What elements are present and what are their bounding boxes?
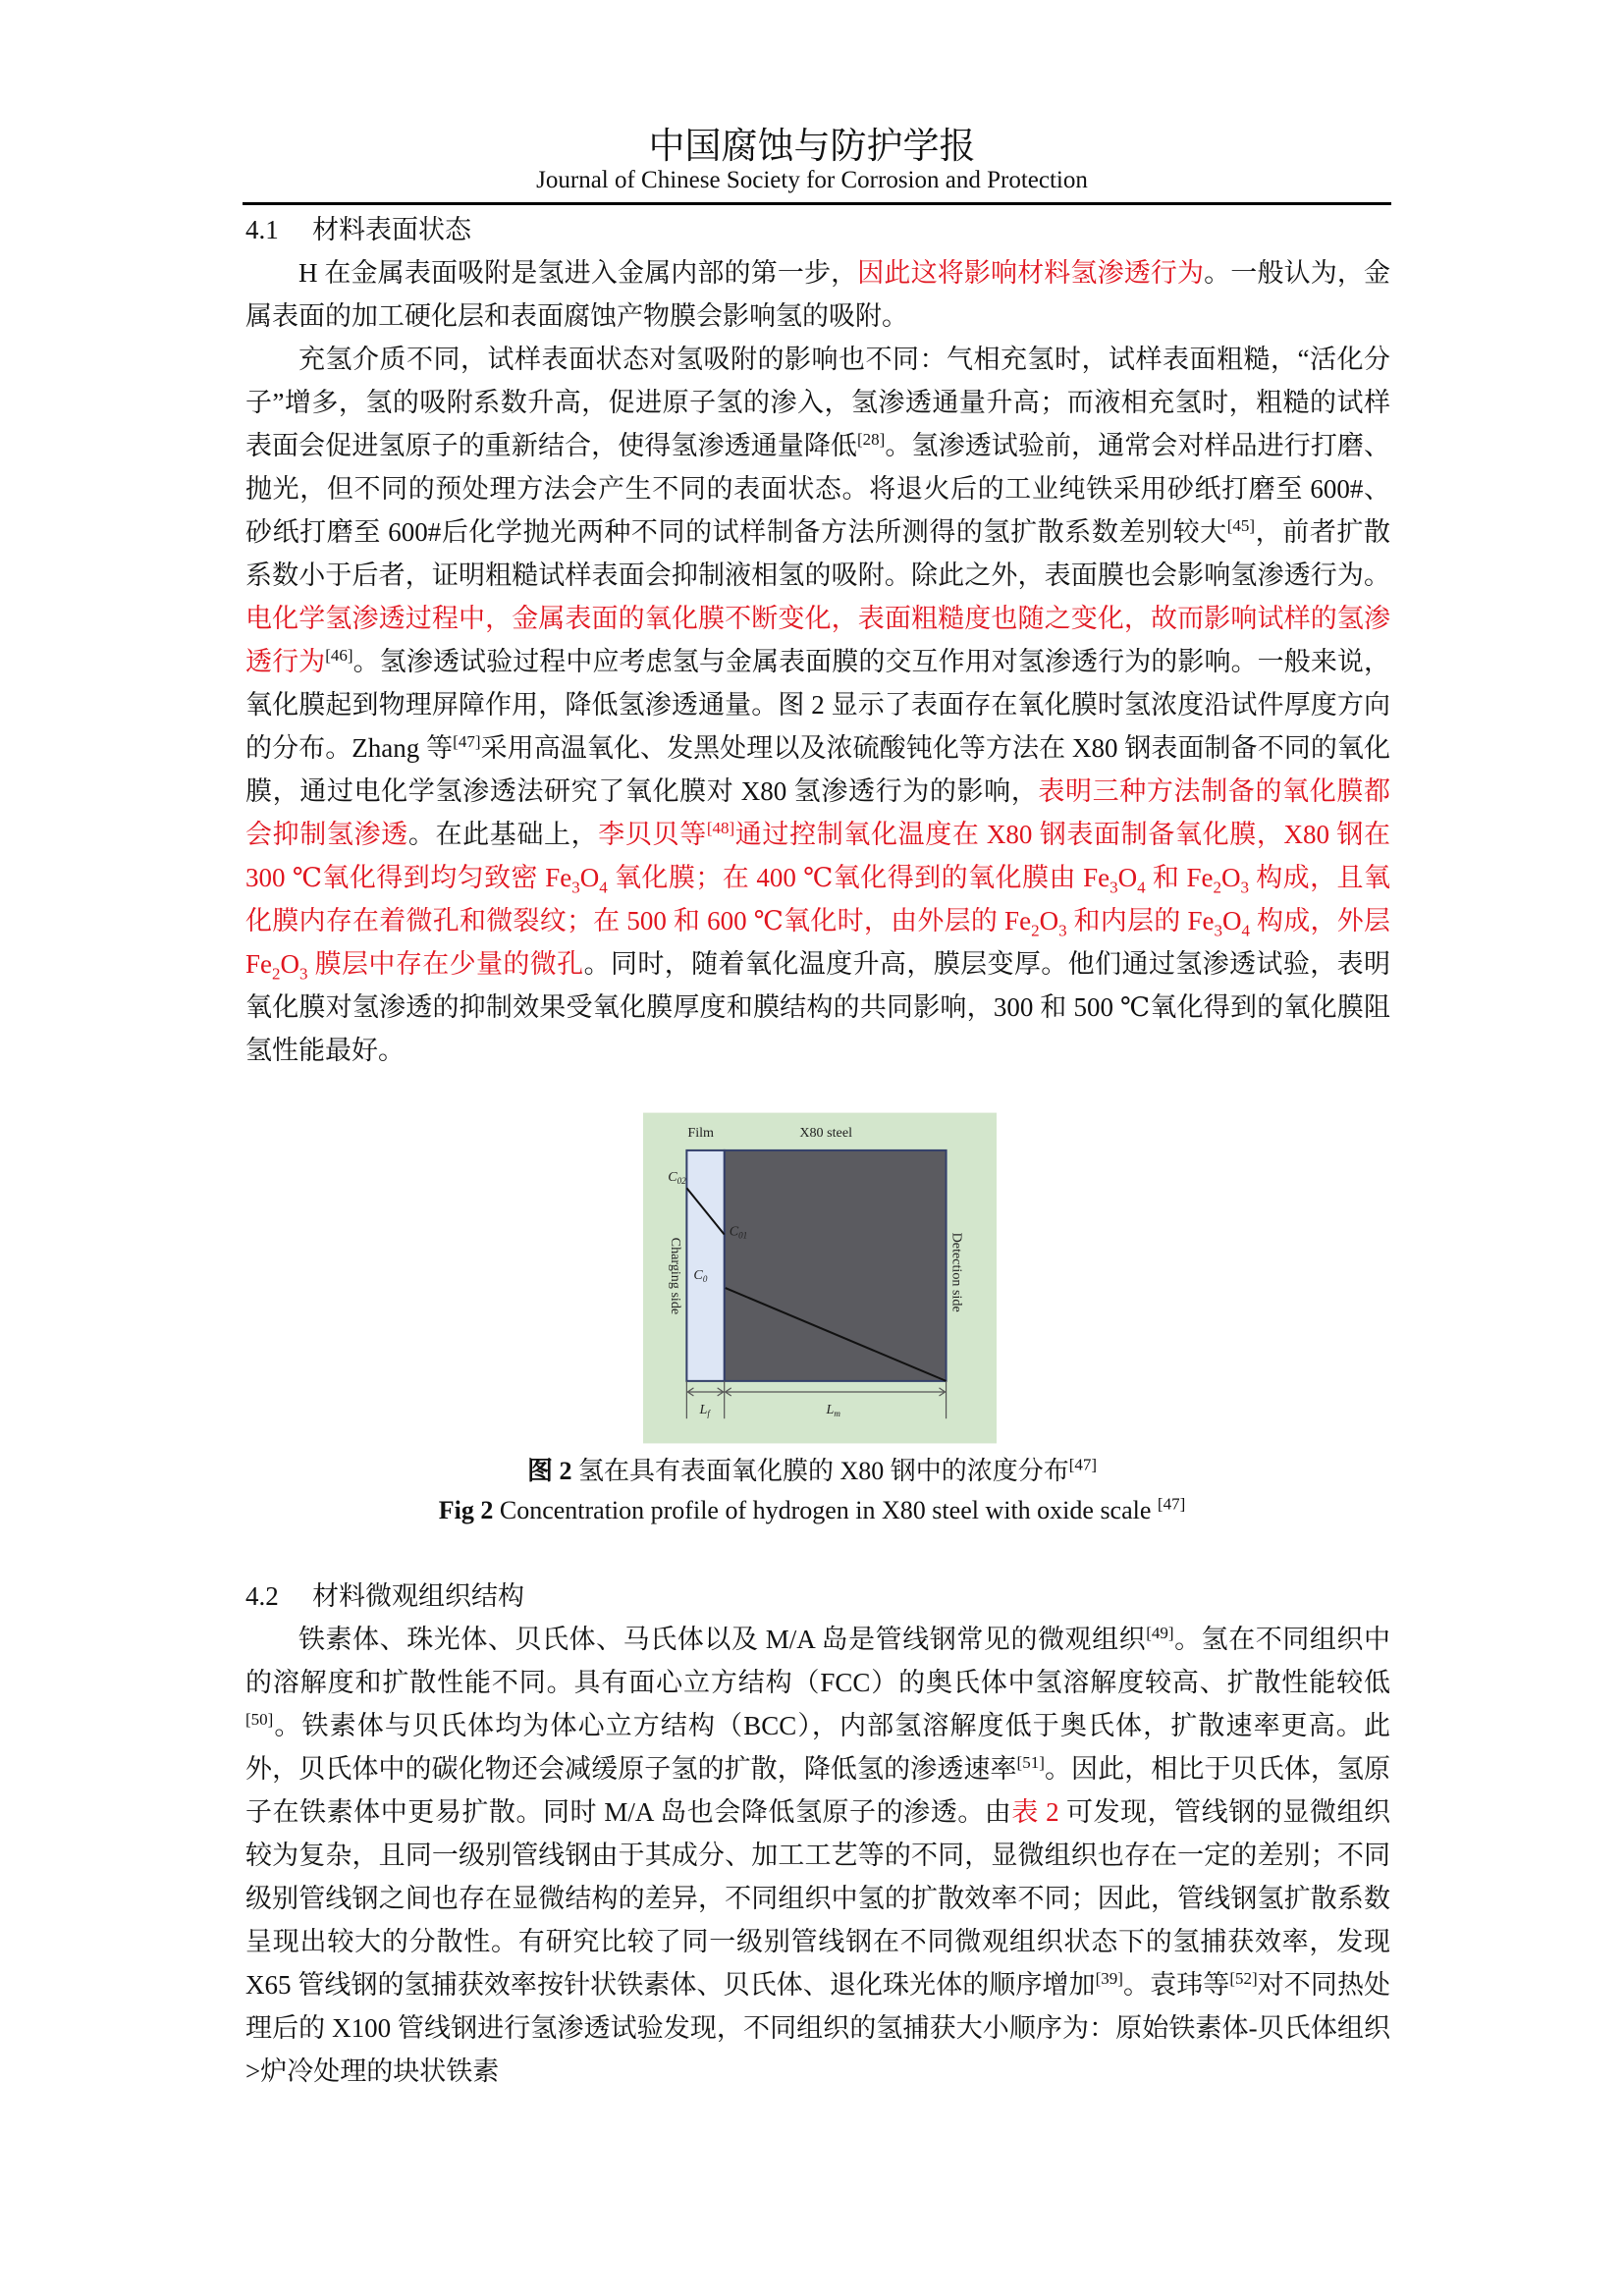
- text-segment: 充氢介质不同，试样表面状态对氢吸附的影响也不同：气相充氢时，试样表面粗糙，“活化分子”增多，氢的吸附系数升高，促进原子氢的渗入，氢渗透通量升高；而液相充氢时，粗糙的试样表面会促进氢原子的重新结合，使得氢渗透通量降低: [245, 345, 1390, 460]
- caption-cn-label: 图 2: [526, 1457, 572, 1485]
- section-title: 材料微观组织结构: [312, 1581, 524, 1611]
- citation-ref[interactable]: [28]: [857, 430, 886, 449]
- journal-title-cn: 中国腐蚀与防护学报: [648, 127, 976, 167]
- concentration-profile-diagram: [643, 1112, 997, 1444]
- caption-cn-ref[interactable]: [47]: [1068, 1455, 1098, 1474]
- section-title: 材料表面状态: [312, 215, 471, 244]
- text-segment: 构成，且氧化膜内存在着微孔和微裂纹；在 500 和 600 ℃氧化时，由外层的 Fe: [245, 863, 1391, 935]
- text-segment: O: [1117, 863, 1138, 892]
- paragraph: [245, 1618, 1390, 2093]
- citation-ref[interactable]: [45]: [1226, 516, 1256, 535]
- text-segment: H 在金属表面吸附是氢进入金属内部的第一步，: [298, 258, 858, 288]
- svg-text:C0: $C_0$: [693, 1267, 708, 1285]
- paragraph: [245, 338, 1390, 1072]
- text-segment: 。氢渗透试验前，通常会对样品进行打磨、抛光，但不同的预处理方法会产生不同的表面状态。将退火后的工业纯铁采用砂纸打磨至 600#、砂纸打磨至 600#后化学抛光两种不同的试样制备方法所测得的氢扩散系数差别较大: [245, 431, 1391, 547]
- subscript: 3: [1214, 921, 1223, 940]
- subscript: 4: [1137, 878, 1146, 897]
- text-segment: 氧化膜；在 400 ℃氧化得到的氧化膜由 Fe: [607, 863, 1110, 892]
- text-segment: O: [1220, 863, 1241, 892]
- text-segment: 。氢渗透试验过程中应考虑氢与金属表面膜的交互作用对氢渗透行为的影响。一般来说，氧化膜起到物理屏障作用，降低氢渗透通量。图 2 显示了表面存在氧化膜时氢浓度沿试件厚度方向的分布。Zhang 等: [245, 647, 1391, 763]
- text-segment: 。因此，相比于贝氏体，氢原子在铁素体中更易扩散。同时 M/A 岛也会降低氢原子的渗透。由: [245, 1754, 1391, 1827]
- subscript: 4: [1241, 921, 1251, 940]
- subscript: 3: [1058, 921, 1067, 940]
- figure-caption-en: [0, 1496, 1624, 1525]
- caption-en-ref[interactable]: [47]: [1157, 1494, 1186, 1514]
- text-segment: 李贝贝等: [598, 820, 707, 849]
- table-link[interactable]: 表 2: [1011, 1797, 1059, 1827]
- text-segment: 构成，外层 Fe: [245, 906, 1391, 979]
- text-segment: O: [579, 863, 600, 892]
- text-segment: 。一般认为，金属表面的加工硬化层和表面腐蚀产物膜会影响氢的吸附。: [245, 258, 1391, 331]
- citation-ref[interactable]: [52]: [1229, 1969, 1258, 1988]
- film-region: [686, 1150, 724, 1381]
- text-segment: 电化学氢渗透过程中，金属表面的氧化膜不断变化，表面粗糙度也随之变化，故而影响试样的氢渗透行为: [245, 604, 1390, 676]
- section-heading: [245, 208, 1390, 251]
- text-segment: 铁素体、珠光体、贝氏体、马氏体以及 M/A 岛是管线钢常见的微观组织: [298, 1625, 1147, 1654]
- figure-caption-cn: [0, 1451, 1624, 1487]
- label-detection-side: Detection side: [948, 1232, 965, 1312]
- header-rule: [243, 202, 1391, 205]
- citation-ref[interactable]: [46]: [325, 646, 353, 665]
- text-segment: ，前者扩散系数小于后者，证明粗糙试样表面会抑制液相氢的吸附。除此之外，表面膜也会影响氢渗透行为。: [245, 517, 1391, 590]
- text-segment: 。在此基础上，: [407, 820, 599, 849]
- label-lm: L: [826, 1402, 835, 1418]
- text-segment: 对不同热处理后的 X100 管线钢进行氢渗透试验发现，不同组织的氢捕获大小顺序为：原始铁素体-贝氏体组织>炉冷处理的块状铁素: [245, 1970, 1391, 2086]
- text-segment: 。铁素体与贝氏体均为体心立方结构（BCC），内部氢溶解度低于奥氏体，扩散速率更高。此外，贝氏体中的碳化物还会减缓原子氢的扩散，降低氢的渗透速率: [245, 1711, 1390, 1784]
- text-segment: 因此这将影响材料氢渗透行为: [857, 258, 1205, 288]
- subscript: 2: [1213, 878, 1221, 897]
- paragraph: [245, 251, 1390, 338]
- caption-en-text: Concentration profile of hydrogen in X80 steel with oxide scale: [493, 1496, 1158, 1524]
- svg-text:C01: $C_{01}$: [729, 1223, 748, 1241]
- text-segment: O: [1039, 906, 1059, 935]
- citation-ref[interactable]: [39]: [1095, 1969, 1123, 1988]
- text-segment: 。氢在不同组织中的溶解度和扩散性能不同。具有面心立方结构（FCC）的奥氏体中氢溶解度较高、扩散性能较低: [245, 1625, 1390, 1697]
- text-segment: 通过控制氧化温度在 X80 钢表面制备氧化膜，X80 钢在 300 ℃氧化得到均匀致密 Fe: [245, 820, 1391, 892]
- text-segment: 采用高温氧化、发黑处理以及浓硫酸钝化等方法在 X80 钢表面制备不同的氧化膜，通过电化学氢渗透法研究了氧化膜对 X80 氢渗透行为的影响，: [245, 733, 1390, 806]
- label-film: Film: [687, 1124, 715, 1141]
- text-segment: 。袁玮等: [1122, 1970, 1230, 2000]
- text-segment: 表明三种方法制备的氧化膜都会抑制氢渗透: [245, 776, 1390, 849]
- text-segment: 膜层中存在少量的微孔: [307, 949, 584, 979]
- label-charging-side: Charging side: [668, 1237, 684, 1315]
- subscript: 2: [272, 964, 281, 984]
- text-segment: 和内层的 Fe: [1066, 906, 1215, 935]
- section-number: 4.2: [245, 1581, 279, 1611]
- svg-text:Lf: $L_f$: [699, 1402, 710, 1419]
- text-segment: O: [280, 949, 299, 979]
- caption-cn-text: 氢在具有表面氧化膜的 X80 钢中的浓度分布: [571, 1457, 1069, 1485]
- section-number: 4.1: [245, 215, 279, 244]
- journal-title-en: Journal of Chinese Society for Corrosion and Protection: [536, 167, 1088, 193]
- citation-ref[interactable]: [51]: [1016, 1753, 1045, 1772]
- subscript: 3: [1240, 878, 1249, 897]
- subscript: 3: [299, 964, 308, 984]
- citation-ref[interactable]: [48]: [706, 819, 735, 837]
- label-lf: L: [699, 1402, 708, 1418]
- caption-en-label: Fig 2: [438, 1496, 494, 1524]
- text-segment: 。同时，随着氧化温度升高，膜层变厚。他们通过氢渗透试验，表明氧化膜对氢渗透的抑制效果受氧化膜厚度和膜结构的共同影响，300 和 500 ℃氧化得到的氧化膜阻氢性能最好。: [245, 949, 1391, 1065]
- text-segment: 可发现，管线钢的显微组织较为复杂，且同一级别管线钢由于其成分、加工工艺等的不同，显微组织也存在一定的差别；不同级别管线钢之间也存在显微结构的差异，不同组织中氢的扩散效率不同；因此，管线钢氢扩散系数呈现出较大的分散性。有研究比较了同一级别管线钢在不同微观组织状态下的氢捕获效率，发现 X65 管线钢的氢捕获效率按针状铁素体、贝氏体、退化珠光体的顺序增加: [245, 1797, 1390, 2000]
- text-segment: 和 Fe: [1145, 863, 1214, 892]
- label-c02: C: [668, 1169, 677, 1186]
- section-heading: [245, 1575, 1390, 1618]
- steel-region: [725, 1150, 947, 1381]
- svg-text:C02: $C_{02}$: [668, 1169, 686, 1187]
- subscript: 3: [1110, 878, 1118, 897]
- section-4-2: [245, 1575, 1390, 2093]
- subscript: 4: [599, 878, 608, 897]
- label-steel: X80 steel: [799, 1124, 853, 1141]
- figure-2: [643, 1112, 997, 1444]
- subscript: 2: [1031, 921, 1040, 940]
- citation-ref[interactable]: [47]: [453, 732, 481, 751]
- citation-ref[interactable]: [49]: [1146, 1624, 1174, 1642]
- subscript: 3: [571, 878, 580, 897]
- citation-ref[interactable]: [50]: [245, 1710, 274, 1729]
- section-4-1: [245, 208, 1390, 1072]
- label-c0: C: [693, 1267, 703, 1284]
- text-segment: O: [1222, 906, 1242, 935]
- label-c01: C: [729, 1223, 739, 1240]
- svg-text:Lm: $L_m$: [826, 1402, 840, 1419]
